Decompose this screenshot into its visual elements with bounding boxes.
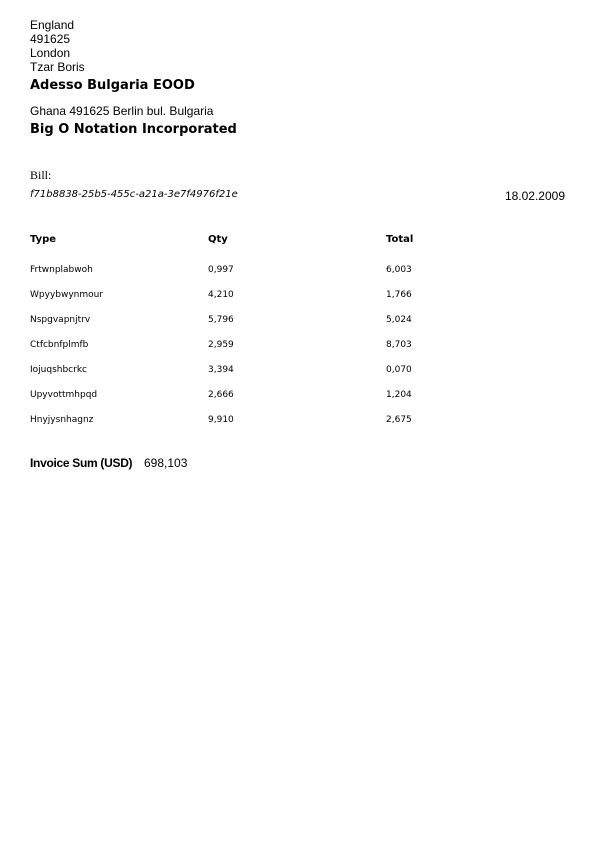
- row-type: Frtwnplabwoh: [30, 265, 93, 275]
- table-row: [0, 340, 595, 352]
- header-qty: Qty: [208, 234, 228, 245]
- row-total: 5,024: [386, 315, 412, 325]
- table-row: [0, 265, 595, 277]
- bill-id: f71b8838-25b5-455c-a21a-3e7f4976f21e: [30, 189, 238, 200]
- row-qty: 9,910: [208, 415, 234, 425]
- row-total: 8,703: [386, 340, 412, 350]
- sender-city: London: [30, 46, 71, 60]
- row-type: Iojuqshbcrkc: [30, 365, 87, 375]
- row-qty: 3,394: [208, 365, 234, 375]
- row-type: Upyvottmhpqd: [30, 390, 98, 400]
- sender-street: Tzar Boris: [30, 60, 85, 74]
- sender-postal-code: 491625: [30, 32, 71, 46]
- row-total: 1,766: [386, 290, 412, 300]
- row-type: Ctfcbnfplmfb: [30, 340, 89, 350]
- bill-label: Bill:: [30, 168, 52, 182]
- invoice-sum-value: 698,103: [144, 456, 188, 470]
- row-qty: 4,210: [208, 290, 234, 300]
- row-total: 6,003: [386, 265, 412, 275]
- row-qty: 2,666: [208, 390, 234, 400]
- row-total: 1,204: [386, 390, 412, 400]
- row-total: 2,675: [386, 415, 412, 425]
- header-total: Total: [386, 234, 414, 245]
- table-header: [0, 234, 595, 246]
- row-type: Nspgvapnjtrv: [30, 315, 91, 325]
- recipient-address: Ghana 491625 Berlin bul. Bulgaria: [30, 104, 214, 118]
- header-type: Type: [30, 234, 57, 245]
- row-total: 0,070: [386, 365, 412, 375]
- row-qty: 0,997: [208, 265, 234, 275]
- recipient-company: Big O Notation Incorporated: [30, 122, 237, 137]
- table-row: [0, 290, 595, 302]
- sender-country: England: [30, 18, 75, 32]
- table-row: [0, 390, 595, 402]
- table-row: [0, 365, 595, 377]
- row-qty: 5,796: [208, 315, 234, 325]
- sender-company: Adesso Bulgaria EOOD: [30, 78, 195, 93]
- table-row: [0, 415, 595, 427]
- row-qty: 2,959: [208, 340, 234, 350]
- invoice-sum-label: Invoice Sum (USD): [30, 456, 133, 470]
- table-row: [0, 315, 595, 327]
- bill-date: 18.02.2009: [504, 189, 565, 203]
- row-type: Wpyybwynmour: [30, 290, 104, 300]
- row-type: Hnyjysnhagnz: [30, 415, 94, 425]
